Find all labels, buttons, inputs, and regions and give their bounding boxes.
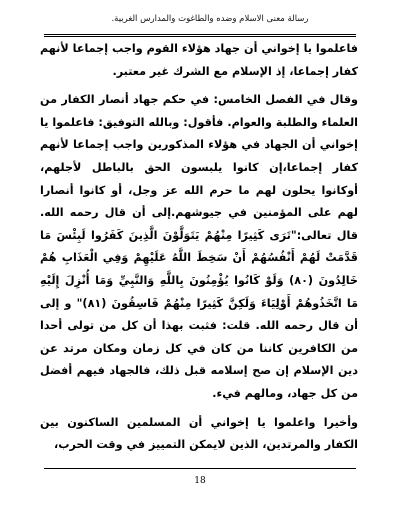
paragraph-2: وقال في الفصل الخامس: في حكم جهاد أنصار الكفار من العلماء والطلبة والعوام. فأقول: وبالله التوفيق: فاعلموا يا إخواني أن الجهاد في هؤلاء المذكورين واجب إجماعا لأنهم كفار إجماعا،إن كانوا يلبسون الحق بالباطل لأجلهم، أوكانوا يحلون لهم ما حرم الله عز وجل، أو كانوا أنصارا لهم على المؤمنين في جيوشهم.إلى أن قال رحمه الله. قال تعالى:"تَرَى كَثِيرًا مِنْهُمْ يَتَوَلَّوْنَ الَّذِينَ كَفَرُوا لَبِئْسَ مَا قَدَّمَتْ لَهُمْ أَنْفُسُهُمْ أَنْ سَخِطَ اللَّهُ عَلَيْهِمْ وَفِي الْعَذَابِ هُمْ خَالِدُونَ (٨٠) وَلَوْ كَانُوا يُؤْمِنُونَ بِاللَّهِ وَالنَّبِيِّ وَمَا أُنْزِلَ إِلَيْهِ مَا اتَّخَذُوهُمْ أَوْلِيَاءَ وَلَكِنَّ كَثِيرًا مِنْهُمْ فَاسِقُونَ (٨١)" و إلى أن قال رحمه الله. قلت: فثبت بهذا أن كل من تولى أحدا من الكافرين كاننا من كان في كل زمان ومكان مرتد عن دين الإسلام إن صح إسلامه قبل ذلك، فالجهاد فيهم أفضل من كل جهاد، ومالهم فيء. bbox=[40, 93, 359, 400]
body-text bbox=[40, 38, 358, 457]
paragraph-1: فاعلموا يا إخواني أن جهاد هؤلاء القوم واجب إجماعا لأنهم كفار إجماعا، إذ الإسلام مع الشرك غير معتبر. bbox=[40, 42, 358, 78]
paragraph-3: وأخيرا واعلموا يا إخواني أن المسلمين الساكنون بين الكفار والمرتدين، الذين لايمكن التمييز في وقت الحرب، bbox=[40, 415, 358, 452]
footer-rule bbox=[44, 468, 356, 469]
running-header: رسالة معنى الاسلام وضده والطاغوت والمدارس الغربية. bbox=[111, 14, 309, 24]
header-double-rule bbox=[44, 34, 356, 37]
page-number: 18 bbox=[194, 476, 206, 486]
